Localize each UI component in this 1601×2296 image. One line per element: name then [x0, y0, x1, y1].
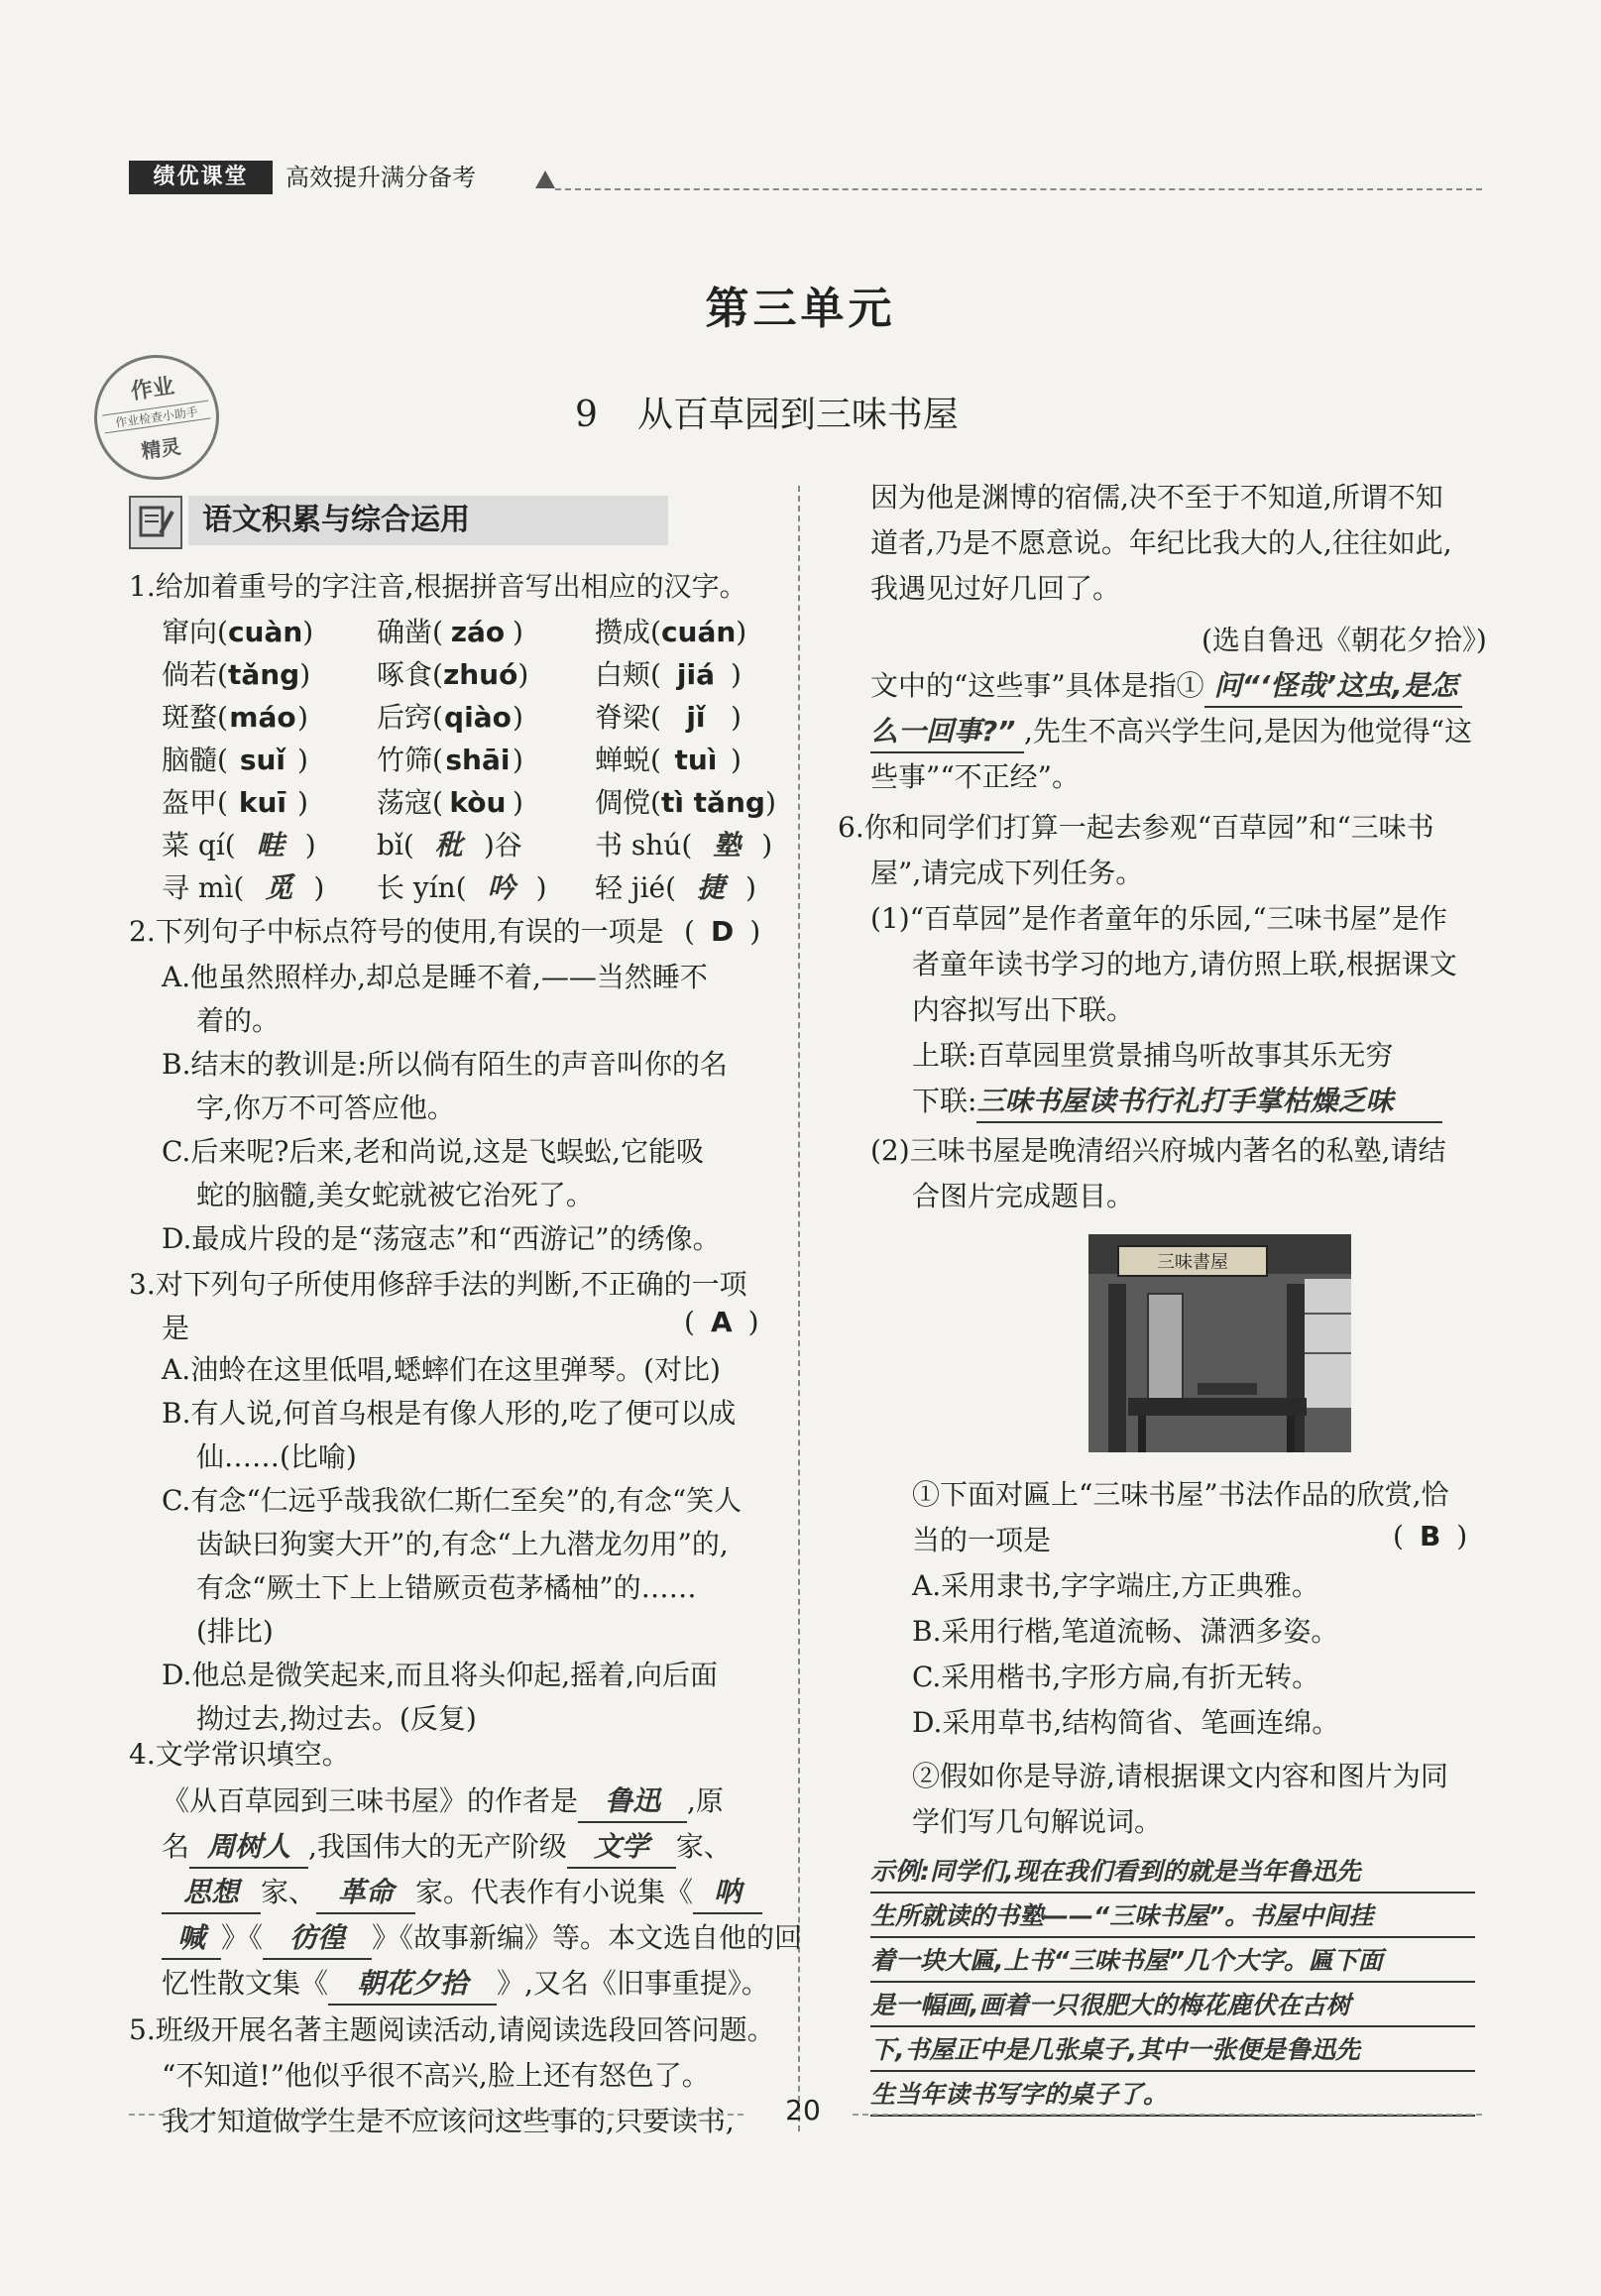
q1-item-close: ) [299, 658, 311, 691]
brand-logo: 绩优课堂 [129, 161, 273, 194]
section-title: 语文积累与综合运用 [188, 496, 668, 545]
q1-item-word: 竹筛( [377, 744, 443, 776]
q1-item-answer: cuàn [227, 616, 303, 648]
q1-item [595, 868, 756, 908]
q3-option-line: 齿缺曰狗窦大开”的,有念“上九潜龙勿用”的, [196, 1528, 729, 1560]
q1-item-word: 后窍( [377, 701, 443, 734]
q5-question-line-3: 些事”“不正经”。 [870, 760, 1080, 793]
q3-option-line: 仙……(比喻) [196, 1440, 357, 1473]
q4-text: 家、 [261, 1876, 317, 1908]
q5-passage-line: “不知道!”他似乎很不高兴,脸上还有怒色了。 [162, 2059, 710, 2092]
q1-item-close: ) [517, 658, 529, 691]
q6-sub2-answer-line: 着一块大匾,上书“三味书屋”几个大字。匾下面 [870, 1941, 1475, 1983]
q1-item-word: 确凿( [377, 616, 443, 648]
q6-upper-couplet: 上联:百草园里赏景捕鸟听故事其乐无穷 [912, 1039, 1394, 1072]
q1-item [162, 698, 308, 738]
q6-stem-2: 屋”,请完成下列任务。 [870, 857, 1144, 889]
q1-item [377, 783, 523, 823]
q1-item-answer: shāi [445, 744, 511, 776]
q3-stem-1: 3.对下列句子所使用修辞手法的判断,不正确的一项 [129, 1268, 747, 1301]
q5-question-line-1 [870, 666, 1462, 708]
q6-sub1-option: A.采用隶书,字字端庄,方正典雅。 [912, 1569, 1319, 1602]
q1-item-answer: záo [450, 616, 506, 648]
q2-answer-bracket: ( D ) [684, 915, 761, 948]
q5-passage-line: 因为他是渊博的宿儒,决不至于不知道,所谓不知 [870, 481, 1443, 514]
q2-option-line: 着的。 [196, 1004, 281, 1037]
q2-option-line: 字,你万不可答应他。 [196, 1091, 455, 1124]
q4-text: 忆性散文集《 [162, 1967, 329, 2000]
q1-item [595, 655, 742, 695]
q4-answer-identity-1: 文学 [567, 1827, 676, 1869]
q1-item-answer: 觅 [265, 871, 293, 904]
q1-item-word: 啄食( [377, 658, 443, 691]
q1-item [162, 613, 313, 652]
q1-item-word: 荡寇( [377, 786, 443, 819]
section-heading [129, 496, 783, 547]
q1-item-word: 倘若( [162, 658, 228, 691]
q6-sub1-option: C.采用楷书,字形方扁,有折无转。 [912, 1661, 1320, 1693]
q1-item [377, 613, 523, 652]
q1-item-close: ) [730, 701, 742, 734]
q1-item-answer: kuī [238, 786, 287, 819]
stamp-seal [86, 347, 227, 488]
q3-option-line: 拗过去,拗过去。(反复) [196, 1702, 477, 1735]
q4-answer-author: 鲁迅 [578, 1781, 687, 1823]
q5-answer-part-1: 问“‘怪哉’这虫,是怎 [1204, 666, 1462, 708]
lesson-number: 9 [575, 395, 598, 435]
q2-option-line: D.最成片段的是“荡寇志”和“西游记”的绣像。 [162, 1222, 721, 1255]
q1-item-close: ) [512, 786, 523, 819]
q4-line-5 [162, 1964, 769, 2006]
q1-item-close: )谷 [483, 829, 522, 861]
q4-text: 《从百草园到三味书屋》的作者是 [162, 1784, 579, 1817]
q6-sub2-answer-line: 生所就读的书塾——“三味书屋”。书屋中间挂 [870, 1896, 1475, 1938]
q1-item-close: ) [313, 871, 325, 904]
header-divider [555, 188, 1482, 190]
q1-item-answer: jǐ [686, 701, 706, 734]
q1-item-close: ) [512, 701, 523, 734]
q1-item-answer: cuán [660, 616, 737, 648]
q2-option-line: A.他虽然照样办,却总是睡不着,——当然睡不 [162, 961, 708, 993]
q6-lower-label: 下联: [912, 1085, 977, 1117]
q5-passage-line: 我遇见过好几回了。 [870, 572, 1121, 605]
q1-item-word: 斑蝥( [162, 701, 228, 734]
q1-item-close: ) [296, 786, 308, 819]
q3-answer-bracket: ( A ) [684, 1306, 759, 1338]
q1-item-close: ) [512, 744, 523, 776]
q1-item-close: ) [730, 658, 742, 691]
stamp-line-1: 作业 [129, 374, 176, 405]
header-bar [129, 157, 1482, 198]
q1-item [595, 826, 772, 865]
q5-question-text: 文中的“这些事”具体是指① [870, 669, 1204, 702]
q4-answer-collection-1b: 喊 [162, 1918, 221, 1960]
q1-item-answer: tuì [674, 744, 718, 776]
q1-item-answer: qiào [444, 701, 512, 734]
q3-option-line: A.油蛉在这里低唱,蟋蟀们在这里弹琴。(对比) [162, 1353, 721, 1386]
q5-passage-line: 道者,乃是不愿意说。年纪比我大的人,往往如此, [870, 526, 1452, 559]
q6-sub1-answer-bracket: ( B ) [1393, 1520, 1468, 1552]
q5-question-text: ,先生不高兴学生问,是因为他觉得“这 [1024, 715, 1473, 747]
q4-answer-identity-3: 革命 [316, 1873, 415, 1914]
q6-sub2-answer-line: 生当年读书写字的桌子了。 [870, 2075, 1475, 2117]
lesson-name: 从百草园到三味书屋 [636, 395, 959, 435]
q1-item-close: ) [512, 616, 523, 648]
q1-item-answer: 塾 [713, 829, 742, 861]
q3-answer: A [710, 1306, 733, 1338]
q1-item [377, 826, 522, 865]
q2-option-line: 蛇的脑髓,美女蛇就被它治死了。 [196, 1179, 594, 1211]
q1-item-word: bǐ( [377, 829, 414, 861]
q5-stem: 5.班级开展名著主题阅读活动,请阅读选段回答问题。 [129, 2013, 775, 2046]
q1-item [377, 698, 523, 738]
q1-item-word: 脑髓( [162, 744, 228, 776]
q1-item-close: ) [302, 616, 314, 648]
q1-item-word: 长 yín( [377, 871, 467, 904]
notebook-pencil-icon [129, 496, 182, 549]
q2-option-line: B.结末的教训是:所以倘有陌生的声音叫你的名 [162, 1048, 728, 1081]
q6-lower-couplet [912, 1082, 1442, 1123]
q6-sub2-answer-line: 下,书屋正中是几张桌子,其中一张便是鲁迅先 [870, 2030, 1475, 2072]
sanwei-study-photo [1088, 1234, 1351, 1452]
q1-item [162, 741, 308, 780]
q1-item-answer: tǎng [227, 658, 300, 691]
q1-item [595, 741, 742, 780]
q4-answer-original-name: 周树人 [189, 1827, 308, 1869]
q3-stem-2: 是 [162, 1312, 190, 1344]
q1-item-close: ) [296, 701, 308, 734]
q2-stem [129, 912, 664, 952]
q6-lower-answer: 三味书屋读书行礼打手掌枯燥乏味 [976, 1082, 1442, 1123]
q1-item-word: 脊梁( [595, 701, 661, 734]
q6-part1-line: 者童年读书学习的地方,请仿照上联,根据课文 [912, 948, 1457, 980]
q6-sub1-stem-2: 当的一项是 [912, 1524, 1052, 1556]
q1-item-answer: 吟 [487, 871, 515, 904]
q1-item [377, 868, 547, 908]
q1-item-word: 菜 qí( [162, 829, 236, 861]
q1-item-word: 窜向( [162, 616, 228, 648]
q1-item [162, 826, 316, 865]
q6-sub1-option: B.采用行楷,笔道流畅、潇洒多姿。 [912, 1615, 1339, 1648]
q4-line-4 [162, 1918, 802, 1960]
q4-line-1 [162, 1781, 724, 1823]
q4-line-3 [162, 1873, 762, 1914]
q1-item-close: ) [535, 871, 547, 904]
q4-text: 》《故事新编》等。本文选自他的回 [372, 1921, 803, 1954]
q1-item-answer: zhuó [442, 658, 518, 691]
q2-option-line: C.后来呢?后来,老和尚说,这是飞蜈蚣,它能吸 [162, 1135, 705, 1168]
q4-text: ,原 [687, 1784, 724, 1817]
q1-item [162, 655, 310, 695]
q1-item [595, 698, 742, 738]
lesson-title [575, 387, 959, 437]
q1-item-word: 轻 jié( [595, 871, 677, 904]
q3-option-line: (排比) [196, 1615, 274, 1648]
q4-answer-essay-collection: 朝花夕拾 [328, 1964, 497, 2006]
q1-item-word: 蝉蜕( [595, 744, 661, 776]
q4-text: 》《 [221, 1921, 264, 1954]
q5-source: (选自鲁迅《朝花夕拾》) [1201, 624, 1487, 656]
q2-stem-text: 2.下列句子中标点符号的使用,有误的一项是 [129, 915, 664, 948]
q1-item [595, 613, 746, 652]
q1-item-word: 书 shú( [595, 829, 693, 861]
q4-text: ,我国伟大的无产阶级 [308, 1830, 567, 1863]
q1-item [162, 868, 324, 908]
q4-answer-collection-2: 彷徨 [263, 1918, 372, 1960]
page-number: 20 [785, 2094, 821, 2126]
q6-sub1-stem-1: ①下面对匾上“三味书屋”书法作品的欣赏,恰 [912, 1478, 1449, 1511]
q1-item [377, 655, 528, 695]
q1-item-answer: 捷 [697, 871, 726, 904]
q1-item-close: ) [764, 786, 776, 819]
q4-text: 》,又名《旧事重提》。 [497, 1967, 769, 2000]
q6-sub2-stem-1: ②假如你是导游,请根据课文内容和图片为同 [912, 1760, 1448, 1792]
q6-part2-line: (2)三味书屋是晚清绍兴府城内著名的私塾,请结 [870, 1134, 1446, 1167]
q3-option-line: D.他总是微笑起来,而且将头仰起,摇着,向后面 [162, 1659, 719, 1691]
q4-stem: 4.文学常识填空。 [129, 1738, 350, 1771]
q6-part2-line: 合图片完成题目。 [912, 1180, 1135, 1212]
q2-answer: D [710, 915, 735, 948]
q1-item [377, 741, 523, 780]
q1-item-word: 寻 mì( [162, 871, 245, 904]
q4-line-2 [162, 1827, 732, 1869]
q1-item-answer: tì tǎng [660, 786, 765, 819]
q6-sub1-answer: B [1419, 1520, 1441, 1552]
q4-text: 名 [162, 1830, 190, 1863]
q1-item-word: 攒成( [595, 616, 661, 648]
q1-item-answer: 畦 [256, 829, 285, 861]
q1-item-answer: 秕 [434, 829, 463, 861]
stamp-line-3: 精灵 [139, 434, 182, 464]
q1-item-answer: jiá [676, 658, 715, 691]
q1-stem: 1.给加着重号的字注音,根据拼音写出相应的汉字。 [129, 570, 747, 603]
q1-item [595, 783, 776, 823]
q3-option-line: B.有人说,何首乌根是有像人形的,吃了便可以成 [162, 1397, 737, 1430]
q5-answer-part-2: 么一回事?” [870, 712, 1024, 753]
q1-item-close: ) [736, 616, 747, 648]
q5-passage-line: 我才知道做学生是不应该问这些事的,只要读书, [162, 2105, 735, 2137]
q1-item-word: 倜傥( [595, 786, 661, 819]
triangle-icon [535, 171, 555, 188]
q4-text: 家。代表作有小说集《 [415, 1876, 694, 1908]
q6-sub2-answer-line: 示例:同学们,现在我们看到的就是当年鲁迅先 [870, 1852, 1475, 1894]
q1-item-word: 白颊( [595, 658, 661, 691]
q6-sub1-option: D.采用草书,结构简省、笔画连绵。 [912, 1706, 1340, 1739]
q1-item-close: ) [730, 744, 742, 776]
q3-option-line: C.有念“仁远乎哉我欲仁斯仁至矣”的,有念“笑人 [162, 1484, 743, 1517]
q1-item-close: ) [761, 829, 773, 861]
q1-item-answer: suǐ [239, 744, 286, 776]
q6-part1-line: 内容拟写出下联。 [912, 993, 1135, 1026]
unit-title: 第三单元 [705, 284, 896, 334]
q4-text: 家、 [675, 1830, 732, 1863]
brand-slogan: 高效提升满分备考 [286, 164, 476, 191]
q6-sub2-stem-2: 学们写几句解说词。 [912, 1805, 1163, 1838]
q6-stem-1: 6.你和同学们打算一起去参观“百草园”和“三味书 [838, 811, 1434, 844]
q6-sub2-answer-line: 是一幅画,画着一只很肥大的梅花鹿伏在古树 [870, 1986, 1475, 2027]
column-divider [798, 486, 800, 2131]
q1-item-close: ) [304, 829, 316, 861]
q1-item-close: ) [745, 871, 756, 904]
footer-divider-right [853, 2114, 1482, 2116]
photo-plaque-text: 三味書屋 [1157, 1252, 1228, 1273]
q3-option-line: 有念“厥土下上上错厥贡苞茅橘柚”的…… [196, 1571, 697, 1604]
q5-question-line-2 [870, 712, 1472, 753]
q1-item-close: ) [296, 744, 308, 776]
q1-item-word: 盔甲( [162, 786, 228, 819]
q4-answer-collection-1a: 呐 [693, 1873, 762, 1914]
q1-item-answer: máo [229, 701, 296, 734]
q1-item-answer: kòu [449, 786, 507, 819]
stamp-line-2: 作业检查小助手 [102, 401, 211, 434]
q1-item [162, 783, 308, 823]
q6-part1-line: (1)“百草园”是作者童年的乐园,“三味书屋”是作 [870, 902, 1447, 935]
footer-divider-left [129, 2114, 743, 2116]
q4-answer-identity-2: 思想 [162, 1873, 261, 1914]
